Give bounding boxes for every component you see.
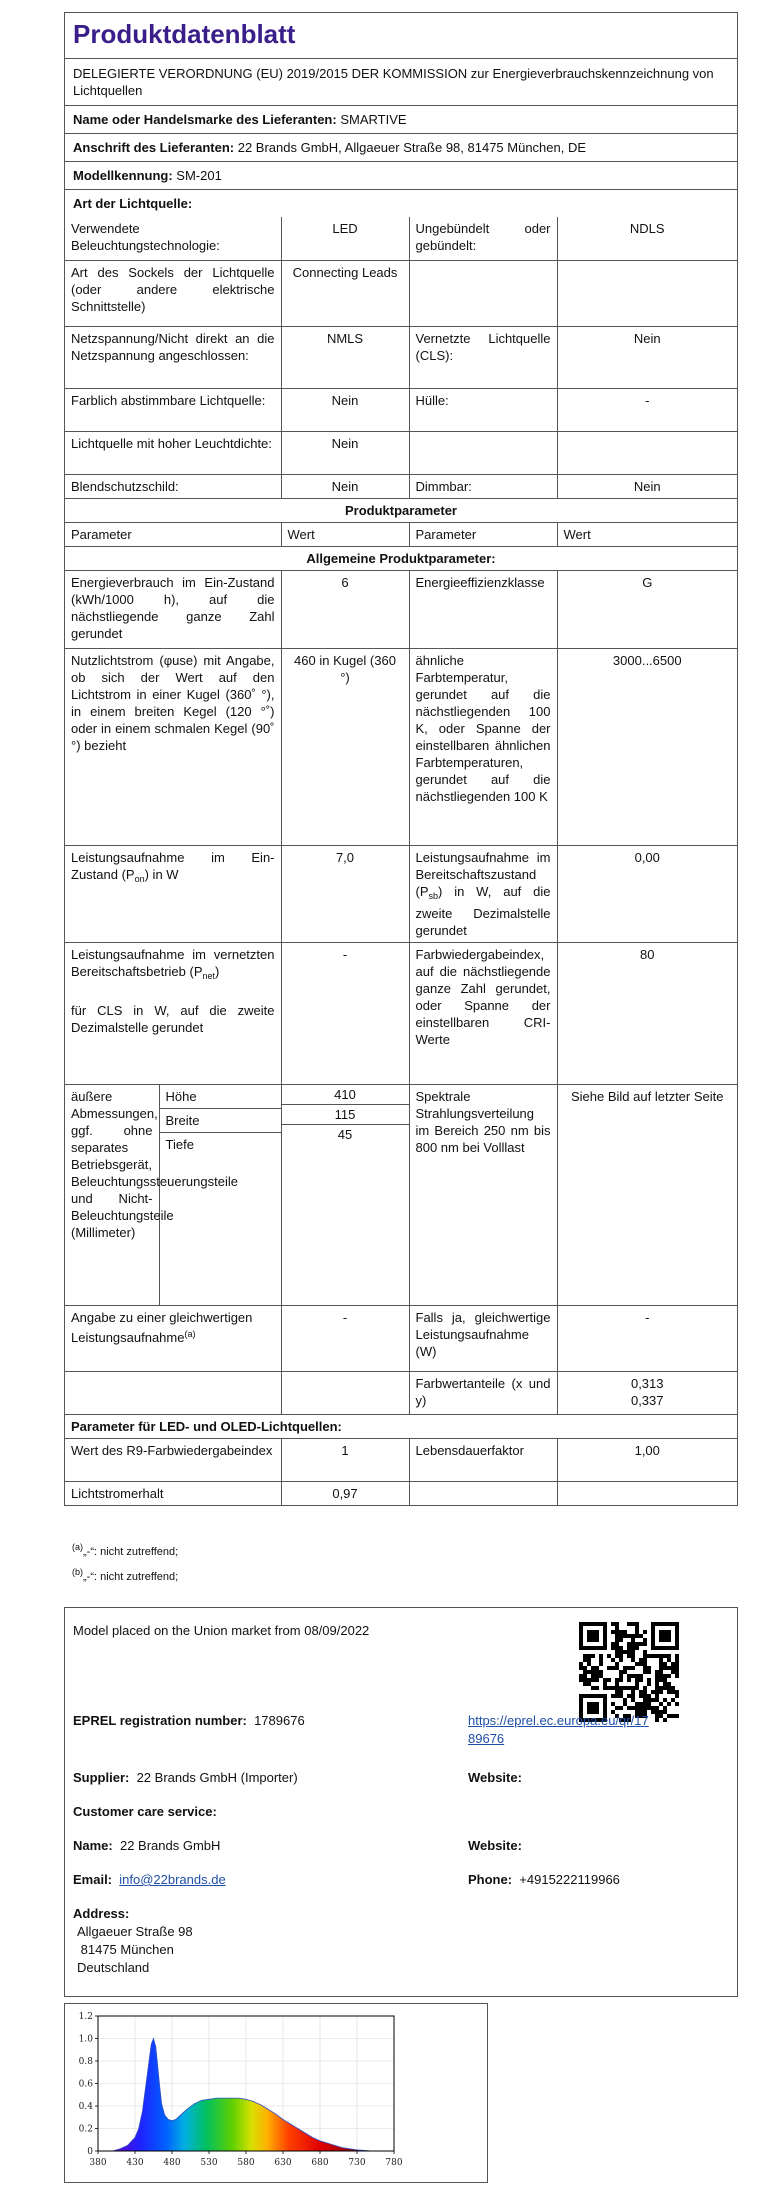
eprel-url-1: https://eprel.ec.europa.eu/qr/17 — [468, 1713, 649, 1728]
eprel-row — [73, 1712, 305, 1730]
high-lum-empty — [409, 431, 557, 474]
y-tick-label: 0 — [87, 2147, 93, 2157]
socket-value: Connecting Leads — [281, 260, 409, 326]
dim-w-value: 115 — [282, 1105, 409, 1125]
dimensions-values — [281, 1084, 409, 1305]
energy-label: Energieverbrauch im Ein-Zustand (kWh/1000 h), auf die nächstliegende ganze Zahl gerundet — [65, 570, 281, 648]
high-lum-empty-2 — [557, 431, 737, 474]
y-tick-label: 0.4 — [78, 2102, 93, 2112]
light-source-table — [65, 217, 737, 1505]
model-label: Modellkennung: — [73, 168, 173, 183]
product-params-heading: Produktparameter — [65, 498, 737, 522]
nd-label: Ungebündelt oder gebündelt: — [409, 217, 557, 260]
colour-tunable-label: Farblich abstimmbare Lichtquelle: — [65, 388, 281, 431]
dim-h-label: Höhe — [159, 1085, 281, 1109]
socket-label: Art des Sockels der Lichtquelle (oder andere elektrische Schnittstelle) — [65, 260, 281, 326]
dimensions-table — [65, 1085, 281, 1305]
flux-value: 460 in Kugel (360 °) — [281, 648, 409, 845]
supplier-address: 22 Brands GmbH, Allgaeuer Straße 98, 81475 München, DE — [237, 140, 587, 155]
x-tick-label: 580 — [237, 2158, 255, 2168]
dim-d-value: 45 — [337, 1126, 353, 1142]
supplier-value: 22 Brands GmbH (Importer) — [136, 1770, 298, 1785]
socket-empty-2 — [557, 260, 737, 326]
care-label: Customer care service: — [73, 1804, 217, 1819]
product-data-sheet — [64, 12, 738, 1506]
cct-value: 3000...6500 — [557, 648, 737, 845]
spd-label: Spektrale Strahlungsverteilung im Bereich 250 nm bis 800 nm bei Volllast — [409, 1084, 557, 1305]
mains-value: NMLS — [281, 326, 409, 388]
class-value: G — [557, 570, 737, 648]
r9-value: 1 — [281, 1438, 409, 1481]
address-block — [77, 1923, 193, 1977]
phone-row — [468, 1871, 620, 1889]
address-line-2: 81475 München — [80, 1942, 174, 1957]
cri-label: Farbwiedergabeindex, auf die nächstliegende ganze Zahl gerundet, oder Spanne der einstellbaren CRI-Werte — [409, 942, 557, 1084]
supplier-label: Supplier: — [73, 1770, 130, 1785]
dimmable-label: Dimmbar: — [409, 474, 557, 498]
tech-label: Verwendete Beleuchtungstechnologie: — [65, 217, 281, 260]
footnote-b-text: „-“: nicht zutreffend; — [83, 1571, 179, 1583]
chrom-y: 0,337 — [630, 1392, 664, 1408]
eprel-link[interactable] — [468, 1712, 649, 1748]
pon-value: 7,0 — [281, 845, 409, 942]
chrom-value — [557, 1371, 737, 1414]
x-tick-label: 730 — [348, 2158, 366, 2168]
high-lum-label: Lichtquelle mit hoher Leuchtdichte: — [65, 431, 281, 474]
cri-value: 80 — [557, 942, 737, 1084]
equiv-label — [65, 1305, 281, 1371]
general-heading: Allgemeine Produktparameter: — [65, 546, 737, 570]
cct-label: ähnliche Farbtemperatur, gerundet auf die nächstliegenden 100 K, oder Spanne der einstellbaren ähnlichen Farbtemperaturen, gerundet auf die nächstliegenden 100 K — [409, 648, 557, 845]
anti-glare-label: Blendschutzschild: — [65, 474, 281, 498]
dim-d-label: Tiefe — [159, 1132, 281, 1156]
light-source-heading: Art der Lichtquelle: — [73, 196, 193, 211]
psb-value: 0,00 — [557, 845, 737, 942]
supplier-address-label: Anschrift des Lieferanten: — [73, 140, 235, 155]
class-label: Energieeffizienzklasse — [409, 570, 557, 648]
col-value-1: Wert — [281, 522, 409, 546]
tech-value: LED — [281, 217, 409, 260]
model-row — [65, 162, 737, 190]
address-line-3: Deutschland — [77, 1960, 150, 1975]
y-tick-label: 1.0 — [78, 2034, 93, 2045]
pon-label — [65, 845, 281, 942]
supplier-name: SMARTIVE — [340, 112, 407, 127]
footnote-a — [72, 1542, 178, 1558]
psb-sub: sb — [428, 890, 439, 901]
model-value: SM-201 — [176, 168, 222, 183]
dimensions-cell — [65, 1084, 281, 1305]
website-label: Website: — [468, 1770, 522, 1785]
maint-empty — [409, 1481, 557, 1505]
chrom-label: Farbwertanteile (x und y) — [409, 1371, 557, 1414]
pon-sub: on — [134, 873, 145, 884]
y-tick-label: 0.6 — [78, 2079, 93, 2090]
mains-label: Netzspannung/Nicht direkt an die Netzspannung angeschlossen: — [65, 326, 281, 388]
col-value-2: Wert — [557, 522, 737, 546]
y-tick-label: 0.2 — [78, 2124, 93, 2135]
supplier-address-row — [65, 134, 737, 162]
high-lum-value: Nein — [281, 431, 409, 474]
address-label: Address: — [73, 1906, 130, 1921]
equiv-value: - — [281, 1305, 409, 1371]
chrom-empty-2 — [281, 1371, 409, 1414]
regulation-text: DELEGIERTE VERORDNUNG (EU) 2019/2015 DER KOMMISSION zur Energieverbrauchskennzeichnung von Lichtquellen — [65, 59, 737, 106]
pon-label-a: Leistungsaufnahme im Ein-Zustand (P — [71, 849, 275, 882]
pon-label-b: ) in W — [144, 866, 179, 882]
col-param-2: Parameter — [409, 522, 557, 546]
spd-value: Siehe Bild auf letzter Seite — [557, 1084, 737, 1305]
spectrum-chart-svg — [65, 2004, 487, 2182]
x-tick-label: 430 — [126, 2158, 144, 2168]
dim-h-value: 410 — [282, 1085, 409, 1105]
supplier-row — [73, 1769, 298, 1787]
eprel-label: EPREL registration number: — [73, 1713, 247, 1728]
name-label: Name: — [73, 1838, 113, 1853]
maint-empty-2 — [557, 1481, 737, 1505]
flux-label: Nutzlichtstrom (φuse) mit Angabe, ob sich der Wert auf den Lichtstrom in einer Kugel (360˚ °), in einem breiten Kegel (120 °˚) oder in einem schmalen Kegel (90˚ °) bezieht — [65, 648, 281, 845]
cls-value: Nein — [557, 326, 737, 388]
maint-label: Lichtstromerhalt — [65, 1481, 281, 1505]
ifyes-value: - — [557, 1305, 737, 1371]
phone-value: +4915222119966 — [519, 1872, 620, 1887]
address-line-1: Allgaeuer Straße 98 — [77, 1924, 193, 1939]
equiv-label-text: Angabe zu einer gleichwertigen Leistungsaufnahme — [71, 1309, 253, 1345]
name-value: 22 Brands GmbH — [119, 1838, 221, 1853]
pnet-label — [65, 942, 281, 1084]
chrom-empty — [65, 1371, 281, 1414]
email-label: Email: — [73, 1872, 113, 1887]
x-tick-label: 630 — [274, 2158, 292, 2168]
qr-code-icon[interactable] — [579, 1622, 679, 1722]
supplier-name-row — [65, 106, 737, 134]
pnet-label-c: für CLS in W, auf die zweite Dezimalstelle gerundet — [71, 1002, 275, 1035]
psb-label-a: Leistungsaufnahme im Bereitschaftszustand (P — [415, 849, 551, 899]
envelope-value: - — [557, 388, 737, 431]
website2-label: Website: — [468, 1838, 522, 1853]
pnet-sub: net — [202, 970, 216, 981]
chrom-x: 0,313 — [630, 1375, 664, 1391]
pnet-value: - — [281, 942, 409, 1084]
anti-glare-value: Nein — [281, 474, 409, 498]
colour-tunable-value: Nein — [281, 388, 409, 431]
sheet-title: Produktdatenblatt — [65, 13, 737, 59]
pnet-label-b: ) — [215, 963, 220, 979]
nd-value: NDLS — [557, 217, 737, 260]
psb-label-b: ) in W, auf die zweite Dezimalstelle gerundet — [415, 883, 551, 938]
dim-w-label: Breite — [159, 1108, 281, 1132]
socket-empty — [409, 260, 557, 326]
led-heading: Parameter für LED- und OLED-Lichtquellen: — [65, 1414, 737, 1438]
spectrum-chart — [64, 2003, 488, 2183]
y-tick-label: 1.2 — [78, 2012, 93, 2022]
r9-label: Wert des R9-Farbwiedergabeindex — [65, 1438, 281, 1481]
footnote-b — [72, 1567, 178, 1583]
y-tick-label: 0.8 — [78, 2057, 93, 2067]
envelope-label: Hülle: — [409, 388, 557, 431]
name-row — [73, 1837, 220, 1855]
maint-value: 0,97 — [281, 1481, 409, 1505]
cls-label: Vernetzte Lichtquelle (CLS): — [409, 326, 557, 388]
x-tick-label: 780 — [385, 2158, 403, 2168]
email-link[interactable]: info@22brands.de — [119, 1872, 226, 1887]
equiv-sup: (a) — [184, 1328, 196, 1339]
email-row — [73, 1871, 226, 1889]
supplier-name-label: Name oder Handelsmarke des Lieferanten: — [73, 112, 337, 127]
eprel-value: 1789676 — [254, 1713, 305, 1728]
footnote-a-text: „-“: nicht zutreffend; — [83, 1546, 179, 1558]
col-param-1: Parameter — [65, 522, 281, 546]
x-tick-label: 480 — [163, 2158, 181, 2168]
footnote-b-mark: (b) — [72, 1567, 83, 1577]
placed-text: Model placed on the Union market from 08/09/2022 — [73, 1623, 370, 1638]
eprel-card — [64, 1607, 738, 1997]
dim-label: äußere Abmessungen, ggf. ohne separates Betriebsgerät, Beleuchtungssteuerungsteile und Nicht-Beleuchtungsteile (Millimeter) — [65, 1085, 159, 1305]
dimmable-value: Nein — [557, 474, 737, 498]
ifyes-label: Falls ja, gleichwertige Leistungsaufnahme (W) — [409, 1305, 557, 1371]
x-tick-label: 680 — [311, 2158, 329, 2168]
phone-label: Phone: — [468, 1872, 513, 1887]
x-tick-label: 530 — [200, 2158, 218, 2168]
eprel-url-2: 89676 — [468, 1731, 505, 1746]
x-tick-label: 380 — [89, 2158, 107, 2168]
psb-label — [409, 845, 557, 942]
survival-value: 1,00 — [557, 1438, 737, 1481]
energy-value: 6 — [281, 570, 409, 648]
footnote-a-mark: (a) — [72, 1542, 83, 1552]
pnet-label-a: Leistungsaufnahme im vernetzten Bereitschaftsbetrieb (P — [71, 946, 275, 979]
survival-label: Lebensdauerfaktor — [409, 1438, 557, 1481]
